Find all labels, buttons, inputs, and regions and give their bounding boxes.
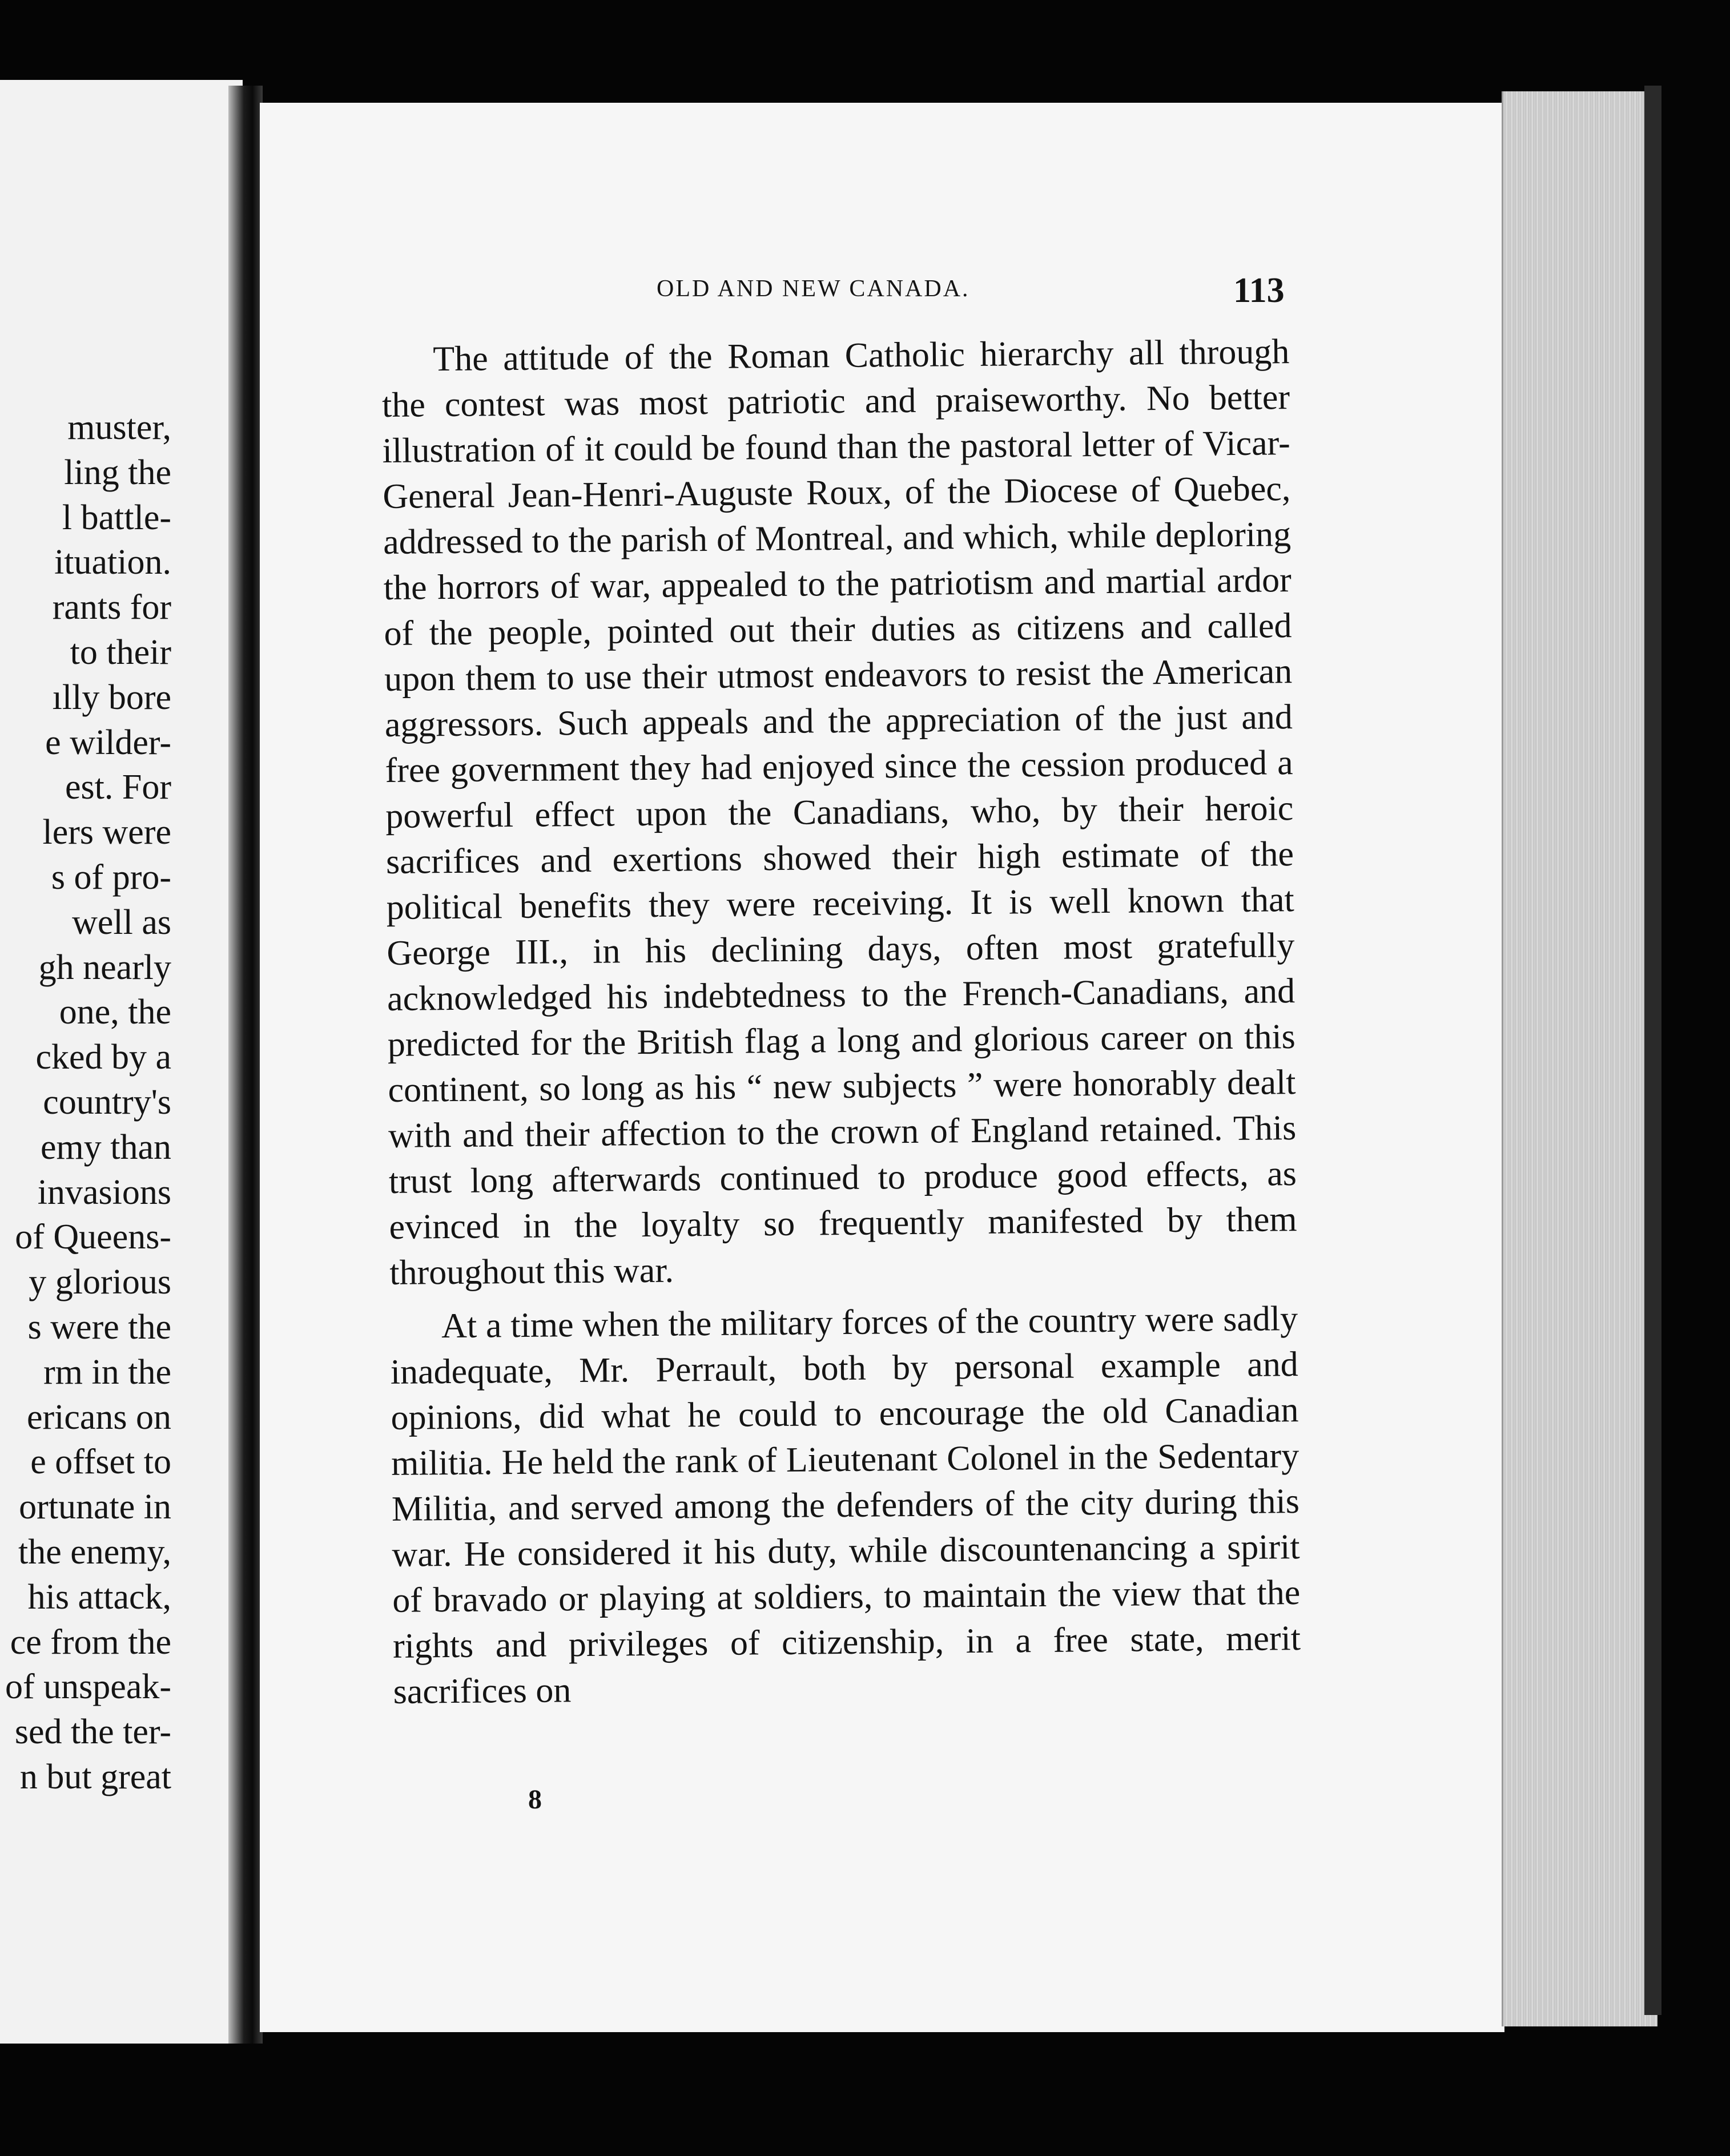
left-line: of Queens- bbox=[15, 1218, 171, 1257]
left-line: of unspeak- bbox=[5, 1667, 171, 1707]
left-line: well as bbox=[72, 902, 171, 942]
left-line: e wilder- bbox=[45, 723, 171, 762]
left-line: s were the bbox=[27, 1307, 171, 1347]
left-line: n but great bbox=[19, 1757, 171, 1796]
paragraph: The attitude of the Roman Catholic hierarchy all through the contest was most patriotic and praiseworthy. No better illustration of it could be found than the pastoral letter of Vicar-General Jean-Henri-Auguste Roux, of the Diocese of Quebec, addressed to the parish of Montreal, and which, while deploring the horrors of war, appealed to the patriotism and martial ardor of the people, pointed out their duties as citizens and called upon them to use their utmost endeavors to resist the American aggressors. Such appeals and the appreciation of the just and free government they had enjoyed since the cession produced a powerful effect upon the Canadians, who, by their heroic sacrifices and exertions showed their high estimate of the political benefits they were receiving. It is well known that George III., in his declining days, often most gratefully acknowledged his indebtedness to the French-Canadians, and predicted for the British flag a long and glorious career on this continent, so long as his “ new subjects ” were honorably dealt with and their affection to the crown of England retained. This trust long afterwards continued to produce good effects, as evinced in the loyalty so frequently manifested by them throughout this war. bbox=[381, 332, 1297, 1292]
left-line: gh nearly bbox=[38, 948, 171, 987]
left-line: est. For bbox=[65, 768, 171, 807]
signature-mark: 8 bbox=[528, 1784, 542, 1815]
left-line: to their bbox=[70, 632, 171, 672]
book-gutter bbox=[228, 86, 263, 2044]
left-page bbox=[0, 80, 243, 2044]
left-line: the enemy, bbox=[18, 1532, 171, 1571]
cover-edge bbox=[1644, 86, 1661, 2015]
left-line: ortunate in bbox=[19, 1488, 171, 1527]
paragraph: At a time when the military forces of the country were sadly inadequate, Mr. Perrault, both by personal example and opinions, did what he could to encourage the old Canadian militia. He held the rank of Lieutenant Colonel in the Sedentary Militia, and served among the defenders of the city during this war. He considered it his duty, while discountenancing a spirit of bravado or playing at soldiers, to maintain the view that the rights and privileges of citizenship, in a free state, merit sacrifices on bbox=[390, 1299, 1301, 1711]
left-line: ericans on bbox=[26, 1397, 171, 1437]
page-edges bbox=[1502, 91, 1657, 2026]
left-line: e offset to bbox=[30, 1442, 171, 1482]
left-line: lers were bbox=[42, 813, 171, 852]
page-number: 113 bbox=[1233, 271, 1285, 310]
running-head: OLD AND NEW CANADA. bbox=[657, 276, 970, 302]
left-line: ce from the bbox=[10, 1622, 171, 1662]
left-line: s of pro- bbox=[51, 857, 171, 897]
left-line: rants for bbox=[52, 588, 171, 627]
left-line: y glorious bbox=[29, 1263, 171, 1302]
left-line: invasions bbox=[37, 1172, 171, 1212]
left-line: l battle- bbox=[62, 498, 171, 537]
left-line: muster, bbox=[67, 408, 171, 447]
left-line: rm in the bbox=[43, 1352, 171, 1392]
left-line: one, the bbox=[59, 993, 171, 1032]
body-text bbox=[381, 329, 1301, 1715]
left-page-text bbox=[0, 405, 171, 1800]
left-line: ling the bbox=[64, 453, 171, 492]
left-line: his attack, bbox=[27, 1577, 171, 1617]
left-line: cked by a bbox=[35, 1038, 171, 1077]
left-line: emy than bbox=[41, 1127, 171, 1167]
left-line: ituation. bbox=[54, 543, 171, 582]
left-line: sed the ter- bbox=[14, 1712, 171, 1752]
left-line: ılly bore bbox=[52, 678, 171, 717]
left-line: country's bbox=[43, 1082, 171, 1122]
